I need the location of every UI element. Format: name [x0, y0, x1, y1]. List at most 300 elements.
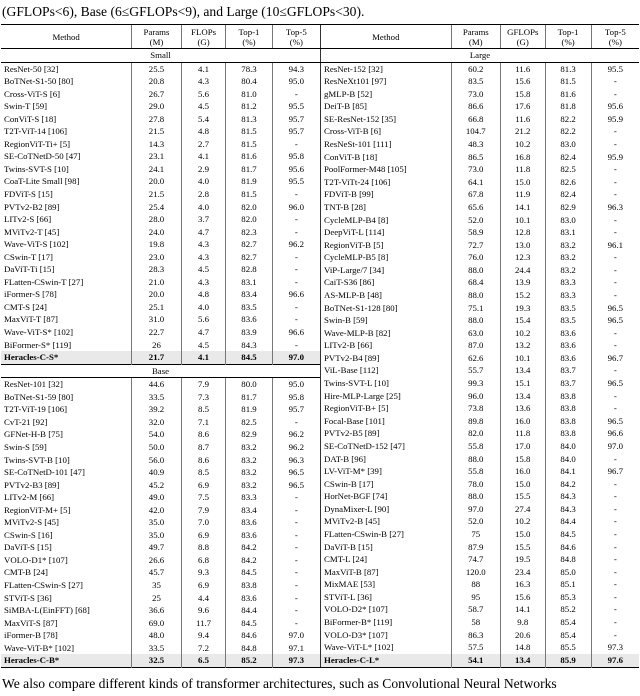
top1-cell: 83.6	[545, 327, 591, 340]
table-row	[1, 541, 320, 554]
method-cell: gMLP-B [52]	[324, 88, 373, 99]
method-cell: FDViT-B [99]	[324, 189, 374, 200]
flops-cell: 20.6	[500, 629, 545, 642]
table-row	[321, 578, 640, 591]
table-row	[321, 453, 640, 466]
flops-cell: 7.5	[181, 491, 226, 504]
method-cell: ViL-Base [112]	[324, 365, 379, 376]
params-cell: 87.0	[451, 339, 500, 352]
table-row	[1, 88, 320, 101]
params-cell: 31.0	[132, 313, 181, 326]
params-cell: 55.8	[451, 465, 500, 478]
top5-cell: -	[591, 289, 639, 302]
table-row	[1, 617, 320, 630]
params-cell: 25	[132, 592, 181, 605]
table-row	[1, 592, 320, 605]
params-cell: 21.5	[132, 125, 181, 138]
top1-cell: 83.7	[545, 377, 591, 390]
flops-cell: 9.4	[181, 629, 226, 642]
table-row	[1, 100, 320, 113]
method-cell: MViTv2-S [45]	[4, 517, 59, 528]
params-cell: 73.0	[451, 88, 500, 101]
table-row	[1, 403, 320, 416]
method-cell: ResNeSt-101 [111]	[324, 139, 392, 150]
params-cell: 95	[451, 591, 500, 604]
flops-cell: 12.3	[500, 251, 545, 264]
table-row	[1, 339, 320, 352]
top1-cell: 84.3	[545, 503, 591, 516]
top1-cell: 81.7	[226, 163, 272, 176]
params-cell: 67.8	[451, 188, 500, 201]
method-cell: Heracles-C-S*	[1, 351, 132, 364]
top5-cell: -	[591, 478, 639, 491]
params-cell: 75.1	[451, 302, 500, 315]
header-row	[1, 25, 320, 49]
table-row	[1, 163, 320, 176]
params-cell: 88.0	[451, 490, 500, 503]
top1-cell: 85.2	[226, 654, 272, 667]
params-cell: 49.0	[132, 491, 181, 504]
method-cell: BoTNet-S1-50 [80]	[4, 76, 74, 87]
top1-cell: 85.1	[545, 578, 591, 591]
flops-cell: 4.1	[181, 62, 226, 75]
method-cell: DaViT-S [15]	[4, 542, 52, 553]
method-cell: Wave-MLP-B [82]	[324, 327, 391, 338]
top1-cell: 78.3	[226, 62, 272, 75]
flops-cell: 11.8	[500, 163, 545, 176]
top1-cell: 84.2	[545, 478, 591, 491]
flops-cell: 12.8	[500, 226, 545, 239]
flops-cell: 5.6	[181, 88, 226, 101]
top5-cell: -	[272, 516, 320, 529]
params-cell: 49.7	[132, 541, 181, 554]
top1-cell: 83.3	[545, 276, 591, 289]
top5-cell: -	[272, 313, 320, 326]
table-row	[321, 88, 640, 101]
table-row	[321, 276, 640, 289]
top5-cell: -	[272, 541, 320, 554]
method-cell: CMT-S [24]	[4, 301, 47, 312]
caption-bottom: We also compare different kinds of transformer architectures, such as Convolutional Neural Networks	[2, 675, 557, 691]
params-cell: 88.0	[451, 289, 500, 302]
top1-cell: 83.3	[226, 491, 272, 504]
flops-cell: 4.3	[181, 238, 226, 251]
flops-cell: 7.0	[181, 516, 226, 529]
top1-cell: 83.1	[545, 226, 591, 239]
method-cell: MixMAE [53]	[324, 579, 376, 590]
params-cell: 20.8	[132, 75, 181, 88]
top1-cell: 81.3	[545, 62, 591, 75]
top1-cell: 83.8	[545, 415, 591, 428]
method-cell: Twins-SVT-S [10]	[4, 163, 69, 174]
table-row	[1, 454, 320, 467]
top5-cell: 95.0	[272, 378, 320, 391]
params-cell: 86.5	[451, 151, 500, 164]
params-cell: 33.5	[132, 391, 181, 404]
params-cell: 35.0	[132, 529, 181, 542]
top1-cell: 83.2	[226, 479, 272, 492]
top5-cell: 95.8	[272, 150, 320, 163]
params-cell: 35.0	[132, 516, 181, 529]
method-cell: CSwin-S [16]	[4, 529, 53, 540]
method-cell: T2T-ViT-19 [106]	[4, 404, 68, 415]
flops-cell: 15.8	[500, 453, 545, 466]
method-cell: Wave-ViT-B* [102]	[4, 642, 75, 653]
flops-cell: 9.8	[500, 616, 545, 629]
top5-cell: 97.0	[591, 440, 639, 453]
top5-cell: 96.6	[272, 288, 320, 301]
method-cell: RegionViT-B [5]	[324, 239, 384, 250]
top5-cell: -	[591, 616, 639, 629]
table-row	[321, 214, 640, 227]
top5-cell: 96.7	[591, 465, 639, 478]
top5-cell: -	[591, 188, 639, 201]
flops-cell: 10.2	[500, 327, 545, 340]
table-row	[1, 554, 320, 567]
table-row	[1, 629, 320, 642]
column-header: Method	[321, 25, 452, 49]
params-cell: 96.0	[451, 390, 500, 403]
flops-cell: 17.6	[500, 100, 545, 113]
params-cell: 120.0	[451, 566, 500, 579]
column-header: Top-5 (%)	[591, 25, 639, 49]
method-cell: Heracles-C-B*	[1, 654, 132, 667]
table-row	[321, 591, 640, 604]
top1-cell: 82.0	[226, 201, 272, 214]
top5-cell: -	[272, 226, 320, 239]
top1-cell: 80.4	[226, 75, 272, 88]
table-row	[1, 466, 320, 479]
top1-cell: 84.2	[226, 541, 272, 554]
method-cell: MaxViT-S [87]	[4, 617, 58, 628]
table-row	[321, 478, 640, 491]
top5-cell: 94.3	[272, 62, 320, 75]
flops-cell: 4.5	[181, 339, 226, 352]
table-row	[1, 113, 320, 126]
top1-cell: 82.2	[545, 113, 591, 126]
params-cell: 60.2	[451, 62, 500, 75]
table-row	[1, 441, 320, 454]
params-cell: 28.3	[132, 263, 181, 276]
top5-cell: 95.7	[272, 125, 320, 138]
top1-cell: 82.8	[226, 263, 272, 276]
top5-cell: 97.3	[272, 654, 320, 667]
top5-cell: -	[591, 629, 639, 642]
params-cell: 23.1	[132, 150, 181, 163]
params-cell: 20.0	[132, 288, 181, 301]
top5-cell: -	[591, 226, 639, 239]
table-row	[321, 415, 640, 428]
column-header: Params (M)	[451, 25, 500, 49]
method-cell: CycleMLP-B5 [8]	[324, 252, 389, 263]
method-cell: VOLO-D2* [107]	[324, 604, 388, 615]
top1-cell: 83.0	[545, 214, 591, 227]
table-row	[1, 276, 320, 289]
table-row	[1, 529, 320, 542]
top1-cell: 83.6	[226, 313, 272, 326]
flops-cell: 16.0	[500, 415, 545, 428]
top5-cell: 96.2	[272, 441, 320, 454]
section-title: Small	[1, 49, 320, 63]
params-cell: 19.8	[132, 238, 181, 251]
top5-cell: 96.6	[272, 326, 320, 339]
flops-cell: 13.4	[500, 390, 545, 403]
table-row	[1, 566, 320, 579]
top1-cell: 83.3	[545, 289, 591, 302]
flops-cell: 15.5	[500, 490, 545, 503]
method-cell: CaiT-S36 [86]	[324, 277, 375, 288]
top1-cell: 84.8	[545, 553, 591, 566]
table-row	[1, 301, 320, 314]
top5-cell: -	[591, 503, 639, 516]
params-cell: 26.7	[132, 88, 181, 101]
top1-cell: 84.4	[226, 604, 272, 617]
flops-cell: 15.1	[500, 377, 545, 390]
caption-top: (GFLOPs<6), Base (6≤GFLOPs<9), and Large (10≤GFLOPs<30).	[2, 4, 365, 19]
method-cell: ResNeXt101 [97]	[324, 76, 387, 87]
top5-cell: -	[272, 138, 320, 151]
top1-cell: 83.2	[226, 466, 272, 479]
table-row	[1, 416, 320, 429]
top1-cell: 83.8	[545, 427, 591, 440]
table-row	[321, 566, 640, 579]
table-row	[321, 440, 640, 453]
params-cell: 58.9	[451, 226, 500, 239]
top5-cell: -	[272, 617, 320, 630]
method-cell: STViT-L [36]	[324, 591, 372, 602]
top1-cell: 83.0	[545, 138, 591, 151]
top1-cell: 83.9	[226, 326, 272, 339]
top5-cell: -	[272, 213, 320, 226]
params-cell: 22.7	[132, 326, 181, 339]
top1-cell: 82.9	[545, 201, 591, 214]
top5-cell: -	[591, 578, 639, 591]
top1-cell: 83.2	[226, 454, 272, 467]
top1-cell: 81.3	[226, 113, 272, 126]
params-cell: 78.0	[451, 478, 500, 491]
table-row	[1, 516, 320, 529]
top5-cell: 96.6	[591, 427, 639, 440]
method-cell: VOLO-D3* [107]	[324, 629, 388, 640]
table-row	[321, 339, 640, 352]
params-cell: 69.0	[132, 617, 181, 630]
top5-cell: 95.9	[591, 113, 639, 126]
method-cell: Swin-S [59]	[4, 441, 47, 452]
params-cell: 54.1	[451, 654, 500, 668]
flops-cell: 10.2	[500, 138, 545, 151]
top1-cell: 83.6	[226, 516, 272, 529]
top5-cell: -	[591, 327, 639, 340]
flops-cell: 4.3	[181, 276, 226, 289]
params-cell: 21.5	[132, 188, 181, 201]
top5-cell: 95.6	[272, 163, 320, 176]
flops-cell: 6.8	[181, 554, 226, 567]
method-cell: STViT-S [36]	[4, 592, 52, 603]
top1-cell: 81.9	[226, 175, 272, 188]
params-cell: 39.2	[132, 403, 181, 416]
flops-cell: 4.5	[181, 263, 226, 276]
top1-cell: 83.5	[545, 314, 591, 327]
method-cell: LITv2-M [66]	[4, 492, 55, 503]
top1-cell: 82.3	[226, 226, 272, 239]
method-cell: Hire-MLP-Large [25]	[324, 390, 401, 401]
top1-cell: 84.5	[545, 528, 591, 541]
params-cell: 65.6	[451, 201, 500, 214]
table-row	[321, 188, 640, 201]
table-row	[321, 289, 640, 302]
method-cell: HorNet-BGF [74]	[324, 491, 388, 502]
params-cell: 21.7	[132, 351, 181, 364]
params-cell: 55.7	[451, 364, 500, 377]
table-row	[1, 313, 320, 326]
table-row	[1, 150, 320, 163]
flops-cell: 10.1	[500, 352, 545, 365]
top1-cell: 84.1	[545, 465, 591, 478]
flops-cell: 13.9	[500, 276, 545, 289]
table-row	[1, 201, 320, 214]
top5-cell: 95.6	[591, 100, 639, 113]
flops-cell: 4.8	[181, 288, 226, 301]
column-header: FLOPs (G)	[181, 25, 226, 49]
top5-cell: 96.7	[591, 352, 639, 365]
top1-cell: 82.7	[226, 238, 272, 251]
table-row	[1, 642, 320, 655]
top1-cell: 84.3	[226, 339, 272, 352]
params-cell: 87.9	[451, 541, 500, 554]
flops-cell: 4.4	[181, 592, 226, 605]
params-cell: 25.1	[132, 301, 181, 314]
method-cell: TNT-B [28]	[324, 201, 366, 212]
top1-cell: 84.4	[545, 515, 591, 528]
top1-cell: 82.5	[545, 163, 591, 176]
table-row	[1, 654, 320, 667]
params-cell: 58	[451, 616, 500, 629]
table-row	[321, 541, 640, 554]
params-cell: 26	[132, 339, 181, 352]
section-row	[1, 364, 320, 378]
top5-cell: -	[272, 276, 320, 289]
table-row	[321, 654, 640, 668]
method-cell: Cross-ViT-B [6]	[324, 126, 382, 137]
flops-cell: 15.6	[500, 75, 545, 88]
top1-cell: 83.8	[226, 579, 272, 592]
flops-cell: 14.1	[500, 201, 545, 214]
top1-cell: 84.6	[545, 541, 591, 554]
top1-cell: 82.5	[226, 416, 272, 429]
top5-cell: -	[591, 88, 639, 101]
top1-cell: 83.4	[226, 504, 272, 517]
flops-cell: 11.8	[500, 427, 545, 440]
method-cell: Twins-SVT-B [10]	[4, 454, 70, 465]
top1-cell: 85.4	[545, 616, 591, 629]
params-cell: 27.8	[132, 113, 181, 126]
top5-cell: -	[272, 339, 320, 352]
method-cell: Heracles-C-L*	[321, 654, 452, 668]
method-cell: MaxViT-B [87]	[324, 566, 379, 577]
table-row	[321, 264, 640, 277]
column-header: Params (M)	[132, 25, 181, 49]
top5-cell: -	[591, 390, 639, 403]
table-row	[321, 327, 640, 340]
top5-cell: 96.5	[272, 479, 320, 492]
top5-cell: -	[272, 301, 320, 314]
section-row	[1, 49, 320, 63]
top1-cell: 83.6	[226, 592, 272, 605]
top1-cell: 83.2	[545, 251, 591, 264]
table-row	[321, 75, 640, 88]
top5-cell: 97.1	[272, 642, 320, 655]
flops-cell: 15.4	[500, 314, 545, 327]
table-row	[1, 251, 320, 264]
method-cell: BoTNet-S1-128 [80]	[324, 302, 398, 313]
method-cell: DaViT-B [15]	[324, 541, 373, 552]
method-cell: FLatten-CSwin-B [27]	[324, 528, 404, 539]
table-row	[1, 604, 320, 617]
params-cell: 14.3	[132, 138, 181, 151]
flops-cell: 4.7	[181, 226, 226, 239]
top5-cell: -	[272, 416, 320, 429]
flops-cell: 10.2	[500, 515, 545, 528]
top1-cell: 85.3	[545, 591, 591, 604]
flops-cell: 4.3	[181, 251, 226, 264]
top5-cell: -	[591, 138, 639, 151]
params-cell: 21.0	[132, 276, 181, 289]
top1-cell: 81.5	[226, 138, 272, 151]
flops-cell: 10.1	[500, 214, 545, 227]
flops-cell: 7.9	[181, 378, 226, 391]
top5-cell: -	[272, 604, 320, 617]
table-row	[1, 226, 320, 239]
method-cell: DAT-B [96]	[324, 453, 366, 464]
top1-cell: 83.7	[545, 364, 591, 377]
method-cell: CSwin-T [17]	[4, 251, 53, 262]
params-cell: 32.5	[132, 654, 181, 667]
table-row	[321, 427, 640, 440]
params-cell: 26.6	[132, 554, 181, 567]
table-left	[1, 24, 320, 668]
method-cell: ConViT-S [18]	[4, 113, 57, 124]
params-cell: 104.7	[451, 125, 500, 138]
top5-cell: 95.5	[272, 100, 320, 113]
top1-cell: 85.0	[545, 566, 591, 579]
top5-cell: 97.0	[272, 629, 320, 642]
results-table	[0, 24, 640, 668]
method-cell: AS-MLP-B [48]	[324, 290, 382, 300]
top5-cell: -	[272, 566, 320, 579]
table-row	[321, 201, 640, 214]
top5-cell: -	[591, 591, 639, 604]
top5-cell: -	[272, 263, 320, 276]
params-cell: 97.0	[451, 503, 500, 516]
table-row	[321, 465, 640, 478]
flops-cell: 27.4	[500, 503, 545, 516]
top5-cell: -	[272, 88, 320, 101]
column-header: Top-5 (%)	[272, 25, 320, 49]
flops-cell: 11.6	[500, 62, 545, 75]
top1-cell: 80.0	[226, 378, 272, 391]
top1-cell: 85.2	[545, 603, 591, 616]
top5-cell: 97.0	[272, 351, 320, 364]
method-cell: CSwin-B [17]	[324, 478, 374, 489]
top5-cell: 96.2	[272, 238, 320, 251]
flops-cell: 4.5	[181, 100, 226, 113]
method-cell: FLatten-CSwin-S [27]	[4, 579, 83, 590]
method-cell: Focal-Base [101]	[324, 415, 385, 426]
flops-cell: 23.4	[500, 566, 545, 579]
params-cell: 88.0	[451, 453, 500, 466]
method-cell: ResNet-101 [32]	[4, 379, 63, 390]
params-cell: 66.8	[451, 113, 500, 126]
